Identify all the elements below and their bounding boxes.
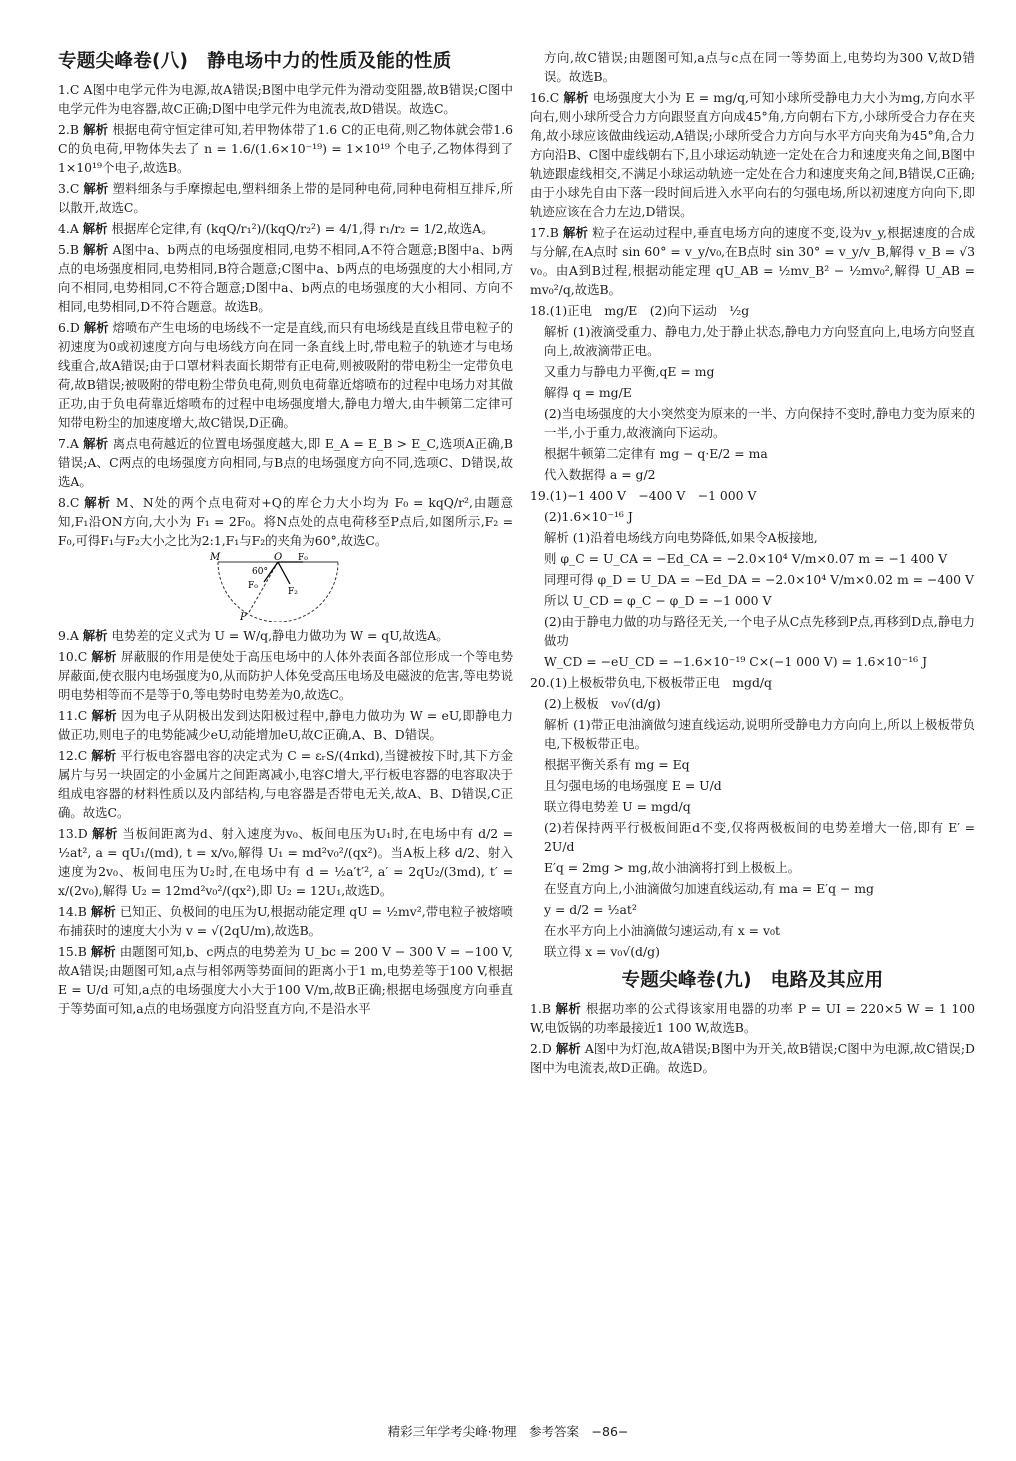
solution-line: 根据牛顿第二定律有 mg − q·E/2 = ma xyxy=(544,446,768,461)
force-diagram xyxy=(208,552,358,622)
label-m: M xyxy=(210,552,221,563)
analysis-keyword: 解析 xyxy=(83,242,109,257)
answer-number: 8.C xyxy=(58,495,80,510)
label-angle: 60° xyxy=(252,567,268,577)
answer-list-d xyxy=(530,999,975,1077)
answer-text: 因为电子从阴极出发到达阳极过程中,静电力做功为 W = eU,即静电力做正功,则电子的电势能减少eU,动能增加eU,故C正确,A、B、D错误。 xyxy=(58,708,513,742)
solution-line: W_CD = −eU_CD = −1.6×10⁻¹⁹ C×(−1 000 V) = 1.6×10⁻¹⁶ J xyxy=(544,654,928,669)
answer-number: 2.D xyxy=(530,1041,552,1056)
answer-number: 9.A xyxy=(58,628,79,643)
analysis-keyword: 解析 xyxy=(91,649,117,664)
solution-line: 又重力与静电力平衡,qE = mg xyxy=(544,364,715,379)
solution-line: 联立得 x = v₀√(d/g) xyxy=(544,944,660,959)
answer-item xyxy=(58,80,513,118)
q20-lines xyxy=(530,694,975,961)
solution-line: 则 φ_C = U_CA = −Ed_CA = −2.0×10⁴ V/m×0.07 m = −1 400 V xyxy=(544,551,948,566)
answer-item xyxy=(58,318,513,432)
answer-text: M、N处的两个点电荷对+Q的库仑力大小均为 F₀ = kqQ/r²,由题意知,F₁沿ON方向,大小为 F₁ = 2F₀。将N点处的点电荷移至P点后,如图所示,F₂ = F₀,可得F₁与F₂大小之比为2:1,F₁与F₂的夹角为60°,故选C。 xyxy=(58,495,513,548)
answer-item xyxy=(58,902,513,940)
q18-head: 18.(1)正电 mg/E (2)向下运动 ½g xyxy=(530,303,750,318)
page-footer: 精彩三年学考尖峰·物理 参考答案 −86− xyxy=(387,1424,629,1439)
answer-text: A图中电学元件为电源,故A错误;B图中电学元件为滑动变阻器,故B错误;C图中电学元件为电容器,故C正确;D图中电学元件为电流表,故D错误。故选C。 xyxy=(58,82,513,116)
answer-item xyxy=(58,179,513,217)
solution-line: 根据平衡关系有 mg = Eq xyxy=(544,757,690,772)
solution-line: 且匀强电场的电场强度 E = U/d xyxy=(544,778,722,793)
label-o: O xyxy=(274,552,283,563)
answer-number: 5.B xyxy=(58,242,79,257)
q19-head: 19.(1)−1 400 V −400 V −1 000 V xyxy=(530,488,757,503)
analysis-keyword: 解析 xyxy=(83,436,109,451)
answer-number: 12.C xyxy=(58,748,88,763)
answer-list-b xyxy=(58,626,513,1018)
analysis-keyword: 解析 xyxy=(83,122,109,137)
answer-number: 3.C xyxy=(58,181,80,196)
answer-number: 10.C xyxy=(58,649,88,664)
solution-line: y = d/2 = ½at² xyxy=(544,902,637,917)
answer-item xyxy=(58,626,513,645)
answer-number: 1.C xyxy=(58,82,80,97)
answer-list-c xyxy=(530,88,975,299)
solution-line: 解析 (1)液滴受重力、静电力,处于静止状态,静电力方向竖直向上,电场方向竖直向上,故液滴带正电。 xyxy=(544,324,975,358)
answer-item xyxy=(530,999,975,1037)
section-title-9: 专题尖峰卷(九) 电路及其应用 xyxy=(621,970,884,991)
solution-line: 解析 (1)带正电油滴做匀速直线运动,说明所受静电力方向向上,所以上极板带负电,下极板带正电。 xyxy=(544,717,975,751)
answer-number: 6.D xyxy=(58,320,80,335)
answer-text: A图中a、b两点的电场强度相同,电势不相同,A不符合题意;B图中a、b两点的电场强度相同,电势相同,B符合题意;C图中a、b两点的电场强度的大小相同,方向不相同,电势相同,C不符合题意;D图中a、b两点的电场强度的大小相同、方向不相同,电势相同,D不符合题意。故选B。 xyxy=(58,242,513,314)
solution-line: 联立得电势差 U = mgd/q xyxy=(544,799,691,814)
answer-text: 塑料细条与手摩擦起电,塑料细条上带的是同种电荷,同种电荷相互排斥,所以散开,故选C。 xyxy=(58,181,513,215)
answer-text: 离点电荷越近的位置电场强度越大,即 E_A = E_B > E_C,选项A正确,B错误;A、C两点的电场强度方向相同,与B点的电场强度方向不同,选项C、D错误,故选A。 xyxy=(58,436,514,489)
analysis-keyword: 解析 xyxy=(90,904,116,919)
analysis-keyword: 解析 xyxy=(555,1041,581,1056)
answer-number: 17.B xyxy=(530,225,559,240)
left-column xyxy=(58,48,513,1020)
answer-text: 熔喷布产生电场的电场线不一定是直线,而只有电场线是直线且带电粒子的初速度为0或初速度方向与电场线方向在同一条直线上时,带电粒子的轨迹才与电场线重合,故A错误;由于口罩材料表面长期带有正电荷,则被吸附的带电粉尘一定带负电荷,故B错误;被吸附的带电粉尘带负电荷,则负电荷靠近熔喷布的过程中电场力对其做正功,由于负电荷靠近熔喷布的过程中电场强度增大,静电力增大,由牛顿第二定律可知带电粉尘的加速度增大,故C错误,D正确。 xyxy=(58,320,513,430)
answer-text: 粒子在运动过程中,垂直电场方向的速度不变,设为v_y,根据速度的合成与分解,在A点时 sin 60° = v_y/v₀,在B点时 sin 30° = v_y/v_B,解得 v_B = √3 v₀。由A到B过程,根据动能定理 qU_AB = ½mv_B² − ½mv₀²,解得 U_AB = mv₀²/q,故选B。 xyxy=(530,225,975,297)
answer-number: 4.A xyxy=(58,221,79,236)
answer-item xyxy=(58,434,513,491)
answer-text: 已知正、负极间的电压为U,根据动能定理 qU = ½mv²,带电粒子被熔喷布捕获时的速度大小为 v = √(2qU/m),故选B。 xyxy=(58,904,513,938)
answer-text: A图中为灯泡,故A错误;B图中为开关,故B错误;C图中为电源,故C错误;D图中为电流表,故D正确。故选D。 xyxy=(530,1041,975,1075)
solution-line: (2)若保持两平行极板间距d不变,仅将两极板间的电势差增大一倍,即有 E′ = 2U/d xyxy=(544,820,975,854)
answer-item xyxy=(58,706,513,744)
answer-item xyxy=(58,746,513,822)
answer-number: 2.B xyxy=(58,122,79,137)
label-p: P xyxy=(240,612,247,622)
answer-item xyxy=(58,120,513,177)
analysis-keyword: 解析 xyxy=(91,748,117,763)
solution-line: (2)1.6×10⁻¹⁶ J xyxy=(544,509,633,524)
answer-number: 14.B xyxy=(58,904,87,919)
analysis-keyword: 解析 xyxy=(82,221,108,236)
answer-number: 16.C xyxy=(530,90,560,105)
solution-line: E′q = 2mg > mg,故小油滴将打到上极板上。 xyxy=(544,860,801,875)
answer-list-a xyxy=(58,80,513,550)
answer-item xyxy=(58,647,513,704)
analysis-keyword: 解析 xyxy=(555,1001,582,1016)
answer-text: 根据功率的公式得该家用电器的功率 P = UI = 220×5 W = 1 100 W,电饭锅的功率最接近1 100 W,故选B。 xyxy=(530,1001,975,1035)
answer-number: 15.B xyxy=(58,944,87,959)
analysis-keyword: 解析 xyxy=(91,708,117,723)
answer-item xyxy=(58,240,513,316)
solution-line: 所以 U_CD = φ_C − φ_D = −1 000 V xyxy=(544,593,772,608)
q18-lines xyxy=(530,322,975,484)
answer-item xyxy=(58,824,513,900)
answer-item xyxy=(58,942,513,1018)
answer-text: 当板间距离为d、射入速度为v₀、板间电压为U₁时,在电场中有 d/2 = ½at², a = qU₁/(md), t = x/v₀,解得 U₁ = md²v₀²/(qx²)。当A板上移 d/2、射入速度为2v₀、板间电压为U₂时,在电场中有 d = ½a′t′², a′ = 2qU₂/(3md), t′ = x/(2v₀),解得 U₂ = 12md²v₀²/(qx²),即 U₂ = 12U₁,故选D。 xyxy=(58,826,513,898)
q20-head: 20.(1)上极板带负电,下极板带正电 mgd/q xyxy=(530,675,772,690)
solution-line: 代入数据得 a = g/2 xyxy=(544,467,656,482)
analysis-keyword: 解析 xyxy=(90,944,116,959)
answer-text: 根据电荷守恒定律可知,若甲物体带了1.6 C的正电荷,则乙物体就会带1.6 C的负电荷,甲物体失去了 n = 1.6/(1.6×10⁻¹⁹) = 1×10¹⁹ 个电子,乙物体得到了1×10¹⁹个电子,故选B。 xyxy=(58,122,513,175)
q19-lines xyxy=(530,507,975,671)
answer-text: 根据库仑定律,有 (kqQ/r₁²)/(kqQ/r₂²) = 4/1,得 r₁/r₂ = 1/2,故选A。 xyxy=(111,221,494,236)
label-f0: F₀ xyxy=(298,553,308,563)
analysis-keyword: 解析 xyxy=(562,225,589,240)
solution-line: 解得 q = mg/E xyxy=(544,385,632,400)
solution-line: (2)由于静电力做的功与路径无关,一个电子从C点先移到P点,再移到D点,静电力做功 xyxy=(544,614,975,648)
label-f2: F₂ xyxy=(288,587,298,597)
answer-number: 1.B xyxy=(530,1001,551,1016)
answer-text: 由题图可知,b、c两点的电势差为 U_bc = 200 V − 300 V = −100 V,故A错误;由题图可知,a点与相邻两等势面间的距离小于1 m,电势差等于100 V,根据 E = U/d 可知,a点的电场强度大小大于100 V/m,故B正确;根据电场强度方向垂直于等势面可知,a点的电场强度方向沿竖直方向,不是沿水平 xyxy=(58,944,513,1016)
label-f0b: F₀ xyxy=(248,581,258,591)
answer-item xyxy=(58,219,513,238)
answer-item xyxy=(58,493,513,550)
analysis-keyword: 解析 xyxy=(83,320,109,335)
section-title-8: 专题尖峰卷(八) 静电场中力的性质及能的性质 xyxy=(58,51,452,72)
analysis-keyword: 解析 xyxy=(92,826,118,841)
solution-line: 同理可得 φ_D = U_DA = −Ed_DA = −2.0×10⁴ V/m×0.02 m = −400 V xyxy=(544,572,974,587)
solution-line: 在水平方向上小油滴做匀速运动,有 x = v₀t xyxy=(544,923,780,938)
solution-line: 在竖直方向上,小油滴做匀加速直线运动,有 ma = E′q − mg xyxy=(544,881,874,896)
answer-item xyxy=(530,1039,975,1077)
f2-arrow xyxy=(278,562,290,584)
solution-line: (2)上极板 v₀√(d/g) xyxy=(544,696,661,711)
answer-number: 11.C xyxy=(58,708,88,723)
right-column xyxy=(530,48,975,1079)
answer-item xyxy=(530,223,975,299)
solution-line: 解析 (1)沿着电场线方向电势降低,如果令A板接地, xyxy=(544,530,818,545)
analysis-keyword: 解析 xyxy=(563,90,589,105)
answer-text: 平行板电容器电容的决定式为 C = εᵣS/(4πkd),当键被按下时,其下方金属片与另一块固定的小金属片之间距离减小,电容C增大,平行板电容器的电容取决于组成电容器的材料性质以及内部结构,与电容器是否带电无关,故A、B、D错误,C正确。故选C。 xyxy=(58,748,513,820)
answer-item xyxy=(530,88,975,221)
dashed-arc xyxy=(218,562,338,622)
answer-text: 屏蔽服的作用是使处于高压电场中的人体外表面各部位形成一个等电势屏蔽面,使衣服内电场强度为0,从而防护人体免受高压电场及电磁波的危害,等电势说明电势相等而不是等于0,等电势时电势差为0,故选C。 xyxy=(58,649,514,702)
answer-text: 电势差的定义式为 U = W/q,静电力做功为 W = qU,故选A。 xyxy=(111,628,449,643)
analysis-keyword: 解析 xyxy=(84,495,111,510)
solution-line: (2)当电场强度的大小突然变为原来的一半、方向保持不变时,静电力变为原来的一半,小于重力,故液滴向下运动。 xyxy=(544,406,975,440)
analysis-keyword: 解析 xyxy=(82,628,108,643)
analysis-keyword: 解析 xyxy=(83,181,109,196)
continued-text: 方向,故C错误;由题图可知,a点与c点在同一等势面上,电势均为300 V,故D错误。故选B。 xyxy=(544,50,975,84)
answer-number: 13.D xyxy=(58,826,88,841)
answer-text: 电场强度大小为 E = mg/q,可知小球所受静电力大小为mg,方向水平向右,则小球所受合力方向跟竖直方向成45°角,方向朝右下方,小球所受合力存在夹角,故小球应该做曲线运动,A错误;小球所受合力方向与水平方向夹角为45°角,合力方向沿B、C图中虚线朝右下,且小球运动轨迹一定处在合力和速度夹角之间,B图中轨迹跟虚线相交,不满足小球运动轨迹一定处在合力和速度夹角之间,B错误,C正确;由于小球先自由下落一段时间后进入水平向右的匀强电场,所以初速度方向向下,即轨迹应该在合力左边,D错误。 xyxy=(530,90,975,219)
answer-number: 7.A xyxy=(58,436,79,451)
